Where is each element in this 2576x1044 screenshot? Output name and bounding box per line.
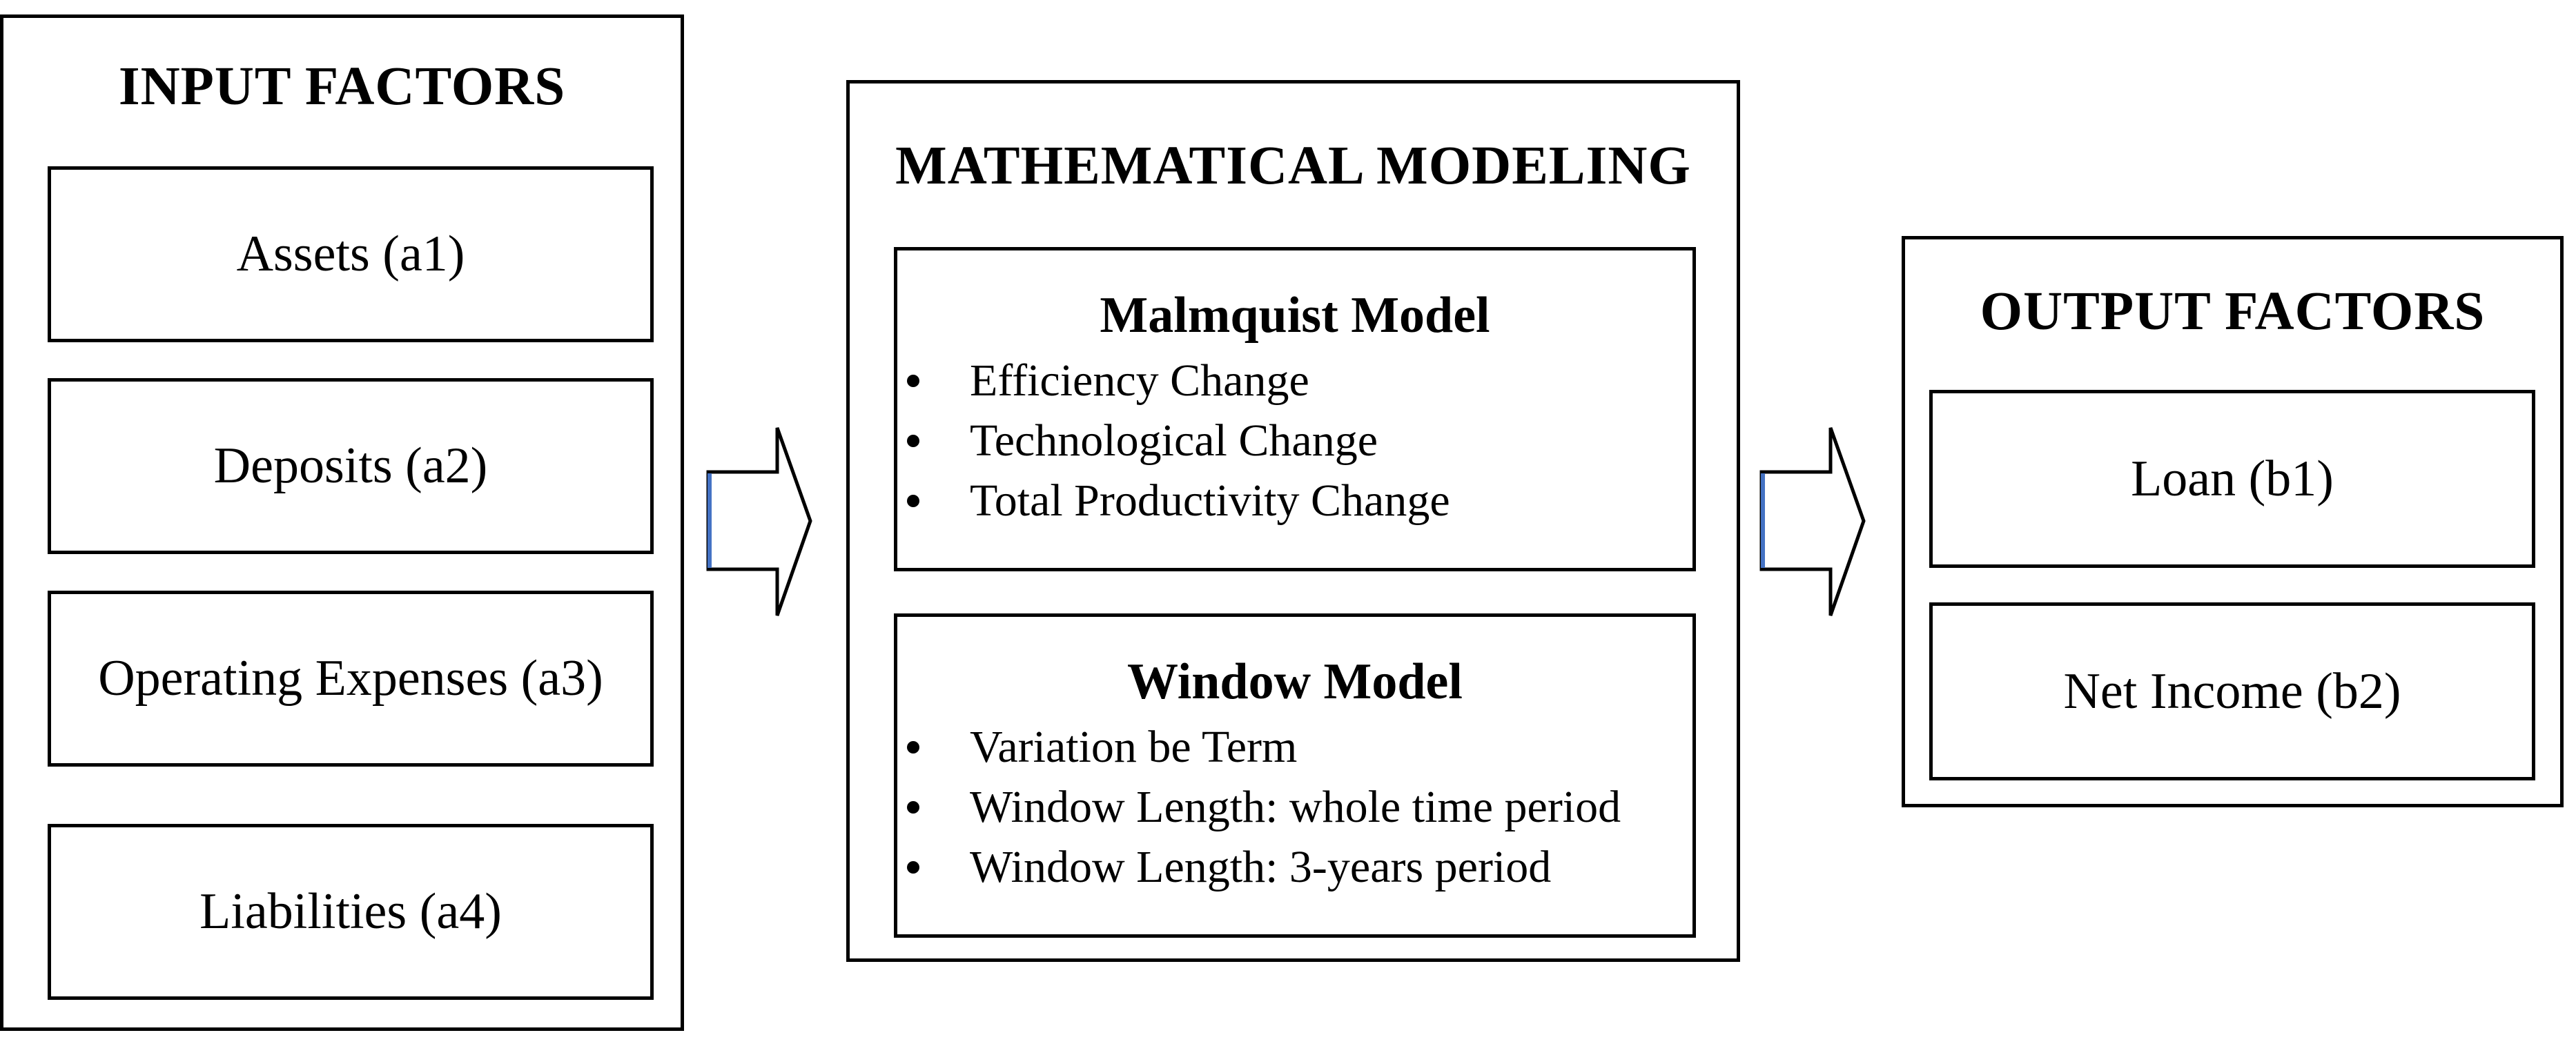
bullet-text: Technological Change [970,415,1378,466]
bullet-text: Variation be Term [970,722,1298,772]
bullet-icon [907,741,919,754]
input-item-liabilities: Liabilities (a4) [48,824,654,1000]
bullet-icon [907,861,919,874]
output-factors-title: OUTPUT FACTORS [1980,282,2486,342]
list-item [897,411,1692,471]
list-item [897,351,1692,411]
input-factors-title: INPUT FACTORS [118,57,566,117]
list-item [897,777,1692,837]
list-item [897,471,1692,531]
input-item-assets: Assets (a1) [48,166,654,342]
window-model-title: Window Model [1127,653,1463,710]
list-item [897,717,1692,777]
input-factors-panel [0,14,684,1031]
bullet-text: Window Length: whole time period [970,782,1621,832]
malmquist-bullet-list [897,351,1692,531]
bullet-text: Window Length: 3-years period [970,842,1552,892]
bullet-icon [907,801,919,814]
input-item-deposits: Deposits (a2) [48,378,654,554]
output-item-loan: Loan (b1) [1929,390,2535,568]
list-item [897,837,1692,897]
input-item-operating-expenses: Operating Expenses (a3) [48,591,654,767]
window-bullet-list [897,717,1692,897]
bullet-icon [907,375,919,387]
mathematical-modeling-title: MATHEMATICAL MODELING [895,136,1691,196]
malmquist-model-box [894,247,1696,571]
window-model-box [894,613,1696,938]
bullet-text: Total Productivity Change [970,475,1450,526]
right-arrow-icon [705,422,819,622]
bullet-text: Efficiency Change [970,355,1309,406]
right-arrow-icon [1759,422,1873,622]
malmquist-model-title: Malmquist Model [1100,287,1490,344]
output-item-net-income: Net Income (b2) [1929,602,2535,780]
output-factors-panel [1902,236,2564,807]
bullet-icon [907,435,919,447]
mathematical-modeling-panel [846,80,1740,962]
bullet-icon [907,495,919,507]
